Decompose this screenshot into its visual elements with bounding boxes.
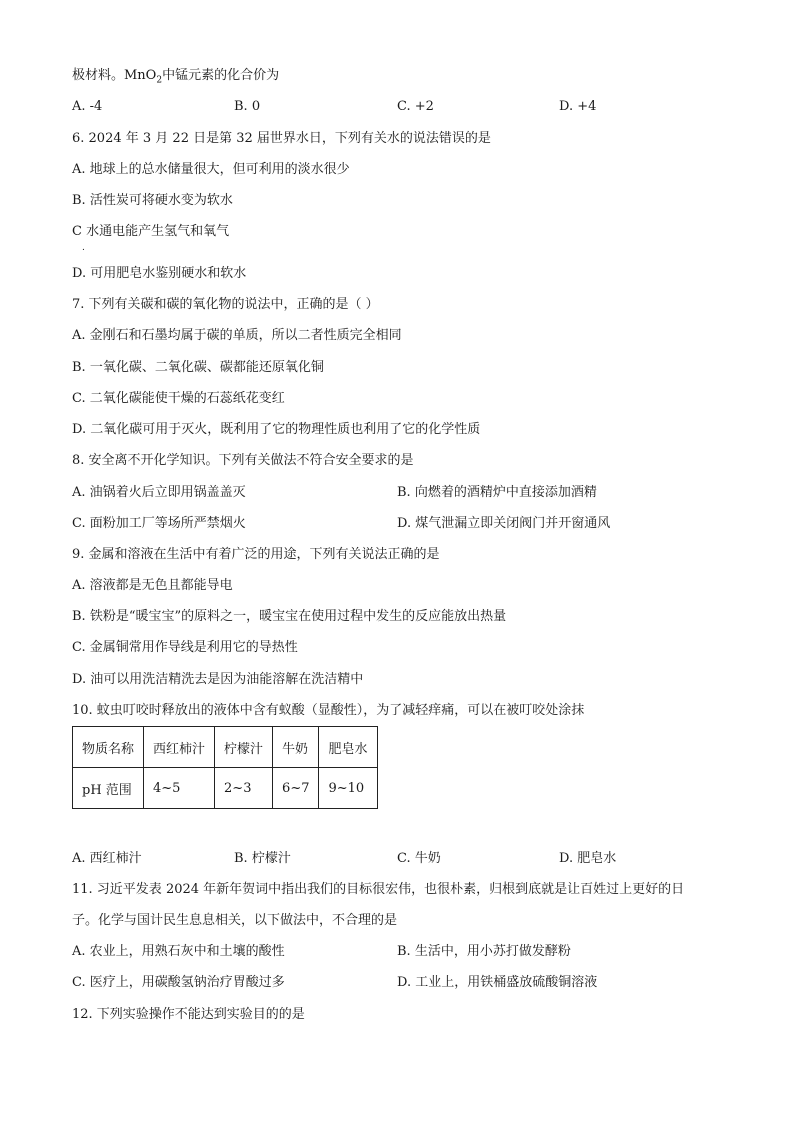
ph-table-cell: 6~7: [273, 768, 319, 809]
q9-option-a: A. 溶液都是无色且都能导电: [72, 578, 233, 593]
ph-table-cell: 柠檬汁: [215, 727, 273, 768]
ph-table-cell: pH 范围: [73, 768, 144, 809]
q10-option-b: B. 柠檬汁: [234, 851, 291, 866]
q11-option-b: B. 生活中，用小苏打做发酵粉: [397, 944, 571, 959]
q10-option-c: C. 牛奶: [397, 851, 441, 866]
q5-stem: 极材料。MnO$_2$中锰元素的化合价为: [72, 68, 280, 86]
ph-table-cell: 肥皂水: [319, 727, 377, 768]
q6-option-d: D. 可用肥皂水鉴别硬水和软水: [72, 266, 247, 281]
q11-stem-line2: 子。化学与国计民生息息相关，以下做法中，不合理的是: [72, 913, 398, 928]
q9-option-c: C. 金属铜常用作导线是利用它的导热性: [72, 640, 298, 655]
q6-option-a: A. 地球上的总水储量很大，但可利用的淡水很少: [72, 162, 350, 177]
q12-stem: 12. 下列实验操作不能达到实验目的的是: [72, 1007, 305, 1022]
q8-option-d: D. 煤气泄漏立即关闭阀门并开窗通风: [397, 516, 611, 531]
q7-option-c: C. 二氧化碳能使干燥的石蕊纸花变红: [72, 391, 285, 406]
q9-stem: 9. 金属和溶液在生活中有着广泛的用途，下列有关说法正确的是: [72, 547, 440, 562]
q11-option-a: A. 农业上，用熟石灰中和土壤的酸性: [72, 944, 285, 959]
q8-option-a: A. 油锅着火后立即用锅盖盖灭: [72, 485, 246, 500]
ph-table-cell: 西红柿汁: [144, 727, 215, 768]
q7-stem: 7. 下列有关碳和碳的氧化物的说法中，正确的是（ ）: [72, 297, 379, 312]
q11-stem-line1: 11. 习近平发表 2024 年新年贺词中指出我们的目标很宏伟，也很朴素，归根到底就是让百姓过上更好的日: [72, 882, 685, 897]
q7-option-b: B. 一氧化碳、二氧化碳、碳都能还原氧化铜: [72, 360, 324, 375]
q10-option-d: D. 肥皂水: [559, 851, 617, 866]
q9-option-d: D. 油可以用洗洁精洗去是因为油能溶解在洗洁精中: [72, 672, 364, 687]
q7-option-a: A. 金刚石和石墨均属于碳的单质，所以二者性质完全相同: [72, 328, 402, 343]
q10-option-a: A. 西红柿汁: [72, 851, 142, 866]
ph-table-cell: 4~5: [144, 768, 215, 809]
q5-option-b: B. 0: [234, 99, 261, 114]
stray-dot: .: [82, 243, 85, 253]
q6-stem: 6. 2024 年 3 月 22 日是第 32 届世界水日，下列有关水的说法错误的是: [72, 131, 491, 146]
ph-table-value-row: [73, 768, 378, 809]
q5-option-d: D. +4: [559, 99, 597, 114]
q7-option-d: D. 二氧化碳可用于灭火，既利用了它的物理性质也利用了它的化学性质: [72, 422, 481, 437]
q6-option-c: C 水通电能产生氢气和氧气: [72, 224, 230, 239]
q6-option-b: B. 活性炭可将硬水变为软水: [72, 193, 233, 208]
ph-table-cell: 物质名称: [73, 727, 144, 768]
q10-stem: 10. 蚊虫叮咬时释放出的液体中含有蚁酸（显酸性），为了减轻痒痛，可以在被叮咬处涂抹: [72, 703, 585, 718]
q9-option-b: B. 铁粉是“暖宝宝”的原料之一，暖宝宝在使用过程中发生的反应能放出热量: [72, 609, 507, 624]
ph-table-header-row: [73, 727, 378, 768]
q11-option-d: D. 工业上，用铁桶盛放硫酸铜溶液: [397, 975, 598, 990]
ph-table-cell: 2~3: [215, 768, 273, 809]
q8-stem: 8. 安全离不开化学知识。下列有关做法不符合安全要求的是: [72, 453, 414, 468]
ph-table-cell: 牛奶: [273, 727, 319, 768]
q5-option-c: C. +2: [397, 99, 434, 114]
q5-option-a: A. -4: [72, 99, 103, 114]
ph-table-cell: 9~10: [319, 768, 377, 809]
q11-option-c: C. 医疗上，用碳酸氢钠治疗胃酸过多: [72, 975, 285, 990]
q8-option-b: B. 向燃着的酒精炉中直接添加酒精: [397, 485, 597, 500]
q8-option-c: C. 面粉加工厂等场所严禁烟火: [72, 516, 246, 531]
ph-table: [72, 726, 378, 809]
